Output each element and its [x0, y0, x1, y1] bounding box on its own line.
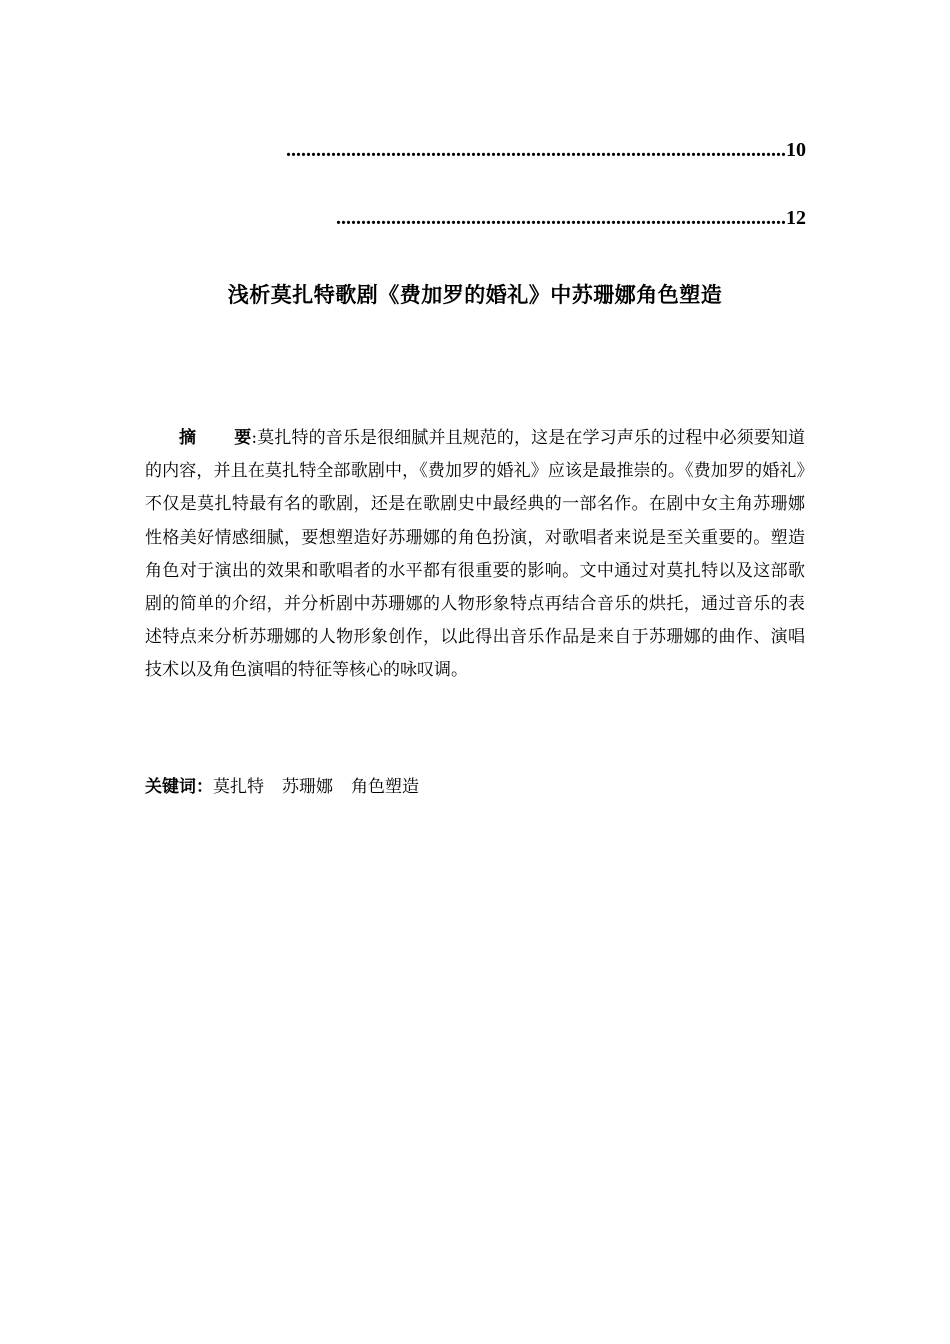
document-title: 浅析莫扎特歌剧《费加罗的婚礼》中苏珊娜角色塑造: [227, 283, 723, 307]
toc-page-number: 10: [786, 139, 806, 161]
abstract-label-left: 摘: [179, 428, 197, 448]
keyword: 角色塑造: [351, 777, 419, 797]
toc-leader: ..........................................................................................: [336, 207, 786, 229]
abstract-paragraph: [145, 422, 805, 688]
keyword: 莫扎特: [213, 777, 264, 797]
abstract-label: [145, 428, 251, 448]
keywords-label: 关键词：: [145, 777, 213, 797]
toc-page-number: 12: [786, 207, 806, 229]
abstract-label-right: 要: [234, 428, 252, 448]
toc-entry[interactable]: [190, 139, 806, 162]
keywords-line: [145, 772, 805, 802]
toc-leader: ....................................................................................................: [286, 139, 786, 161]
abstract-colon: :: [251, 428, 258, 448]
toc-entry[interactable]: [233, 207, 806, 230]
abstract-text: 莫扎特的音乐是很细腻并且规范的，这是在学习声乐的过程中必须要知道的内容，并且在莫扎特全部歌剧中，《费加罗的婚礼》应该是最推崇的。《费加罗的婚礼》不仅是莫扎特最有名的歌剧，还是在歌剧史中最经典的一部名作。在剧中女主角苏珊娜性格美好情感细腻，要想塑造好苏珊娜的角色扮演，对歌唱者来说是至关重要的。塑造角色对于演出的效果和歌唱者的水平都有很重要的影响。文中通过对莫扎特以及这部歌剧的简单的介绍，并分析剧中苏珊娜的人物形象特点再结合音乐的烘托，通过音乐的表述特点来分析苏珊娜的人物形象创作，以此得出音乐作品是来自于苏珊娜的曲作、演唱技术以及角色演唱的特征等核心的咏叹调。: [145, 428, 806, 681]
keyword: 苏珊娜: [282, 777, 333, 797]
